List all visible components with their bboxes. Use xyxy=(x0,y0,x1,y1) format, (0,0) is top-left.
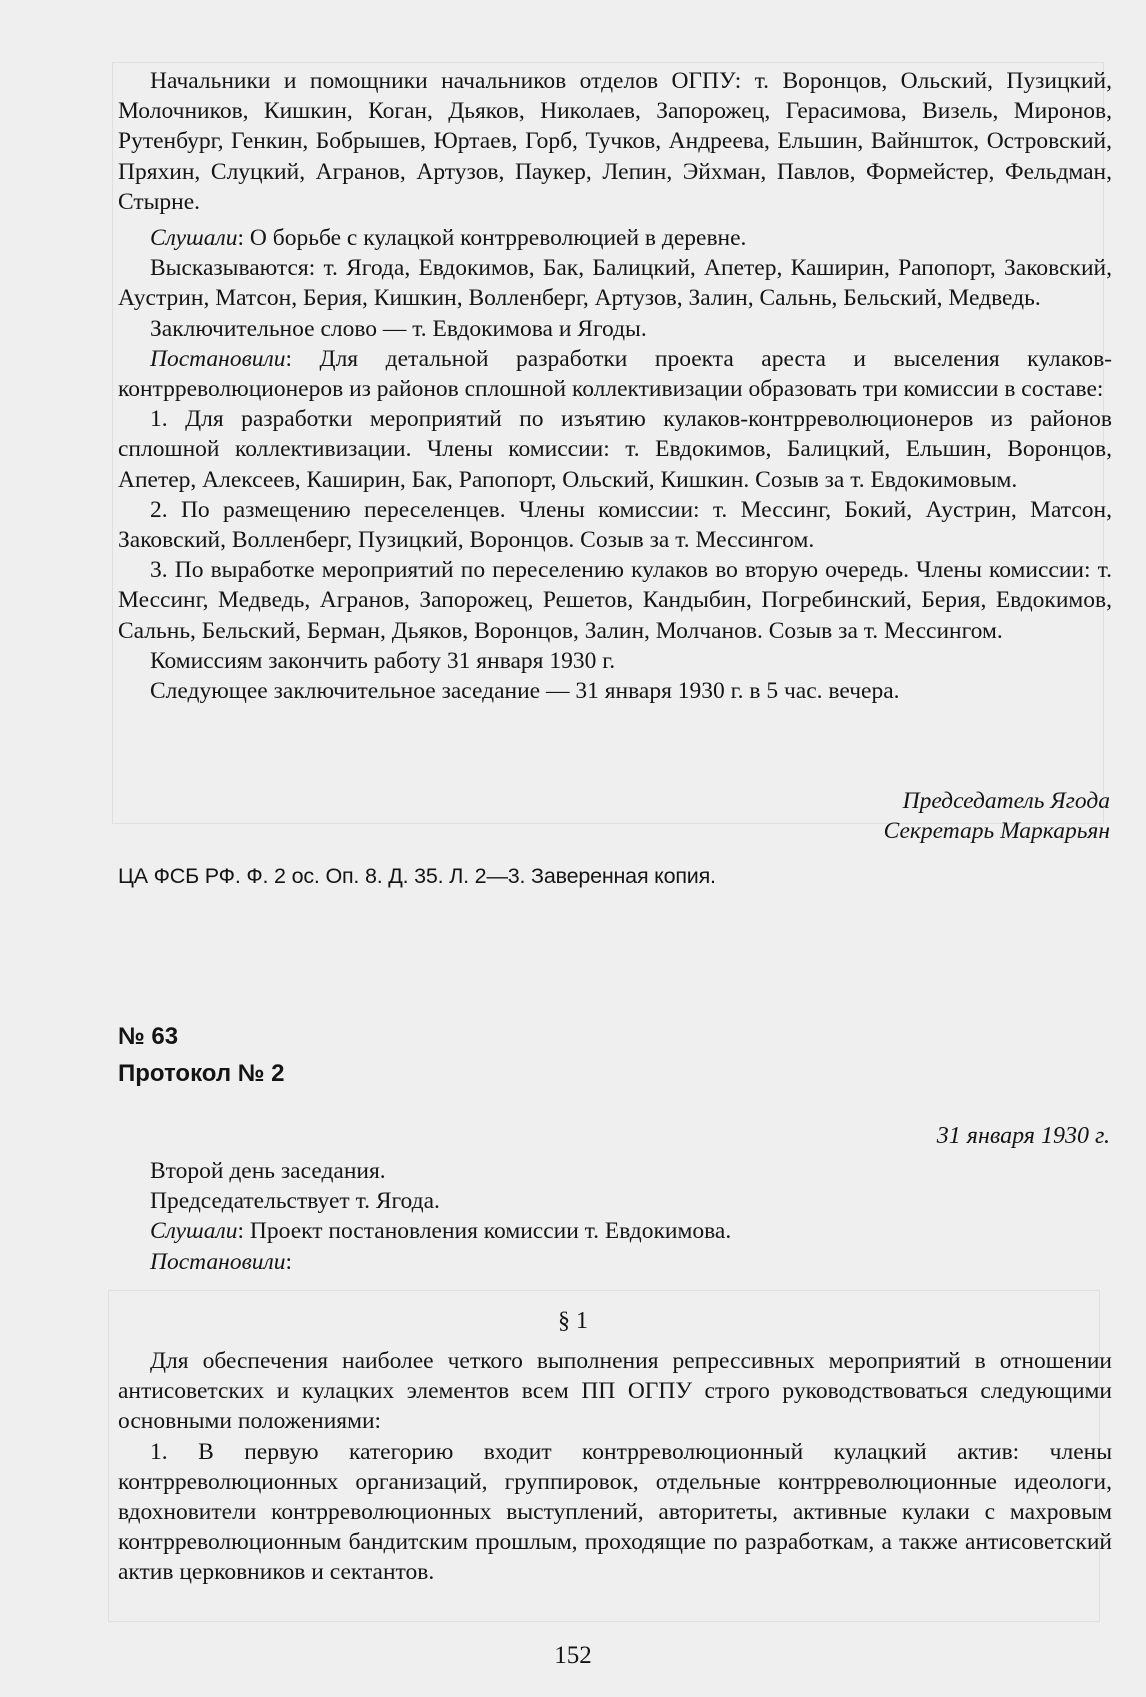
signature-chair: Председатель Ягода xyxy=(902,788,1110,814)
commission-3: 3. По выработке мероприятий по переселению кулаков во вторую очередь. Члены комиссии: т. Мессинг, Медведь, Агранов, Запорожец, Решетов, Кандыбин, Погребинский, Берия, Евдокимов, Сальнь, Бельский, Берман, Дьяков, Воронцов, Залин, Молчанов. Созыв за т. Мессингом. xyxy=(118,557,1112,644)
members-paragraph: Начальники и помощники начальников отделов ОГПУ: т. Воронцов, Ольский, Пузицкий, Молочников, Кишкин, Коган, Дьяков, Николаев, Запорожец, Герасимова, Визель, Миронов, Рутенбург, Генкин, Бобрышев, Юртаев, Горб, Тучков, Андреева, Ельшин, Вайншток, Островский, Пряхин, Слуцкий, Агранов, Артузов, Паукер, Лепин, Эйхман, Павлов, Формейстер, Фельдман, Стырне. xyxy=(118,68,1112,215)
second-day-line: Второй день заседания. xyxy=(150,1158,386,1184)
first-category-paragraph: 1. В первую категорию входит контрреволюционный кулацкий актив: члены контрреволюционных организаций, группировок, отдельные контрреволюционные идеологи, вдохновители контрреволюционных выступлений, авторитеты, активные кулаки с махровым контрреволюционным бандитским прошлым, проходящие по разработкам, а также антисоветский актив церковников и сектантов. xyxy=(118,1438,1112,1586)
deadline-paragraph: Комиссиям закончить работу 31 января 1930 г. xyxy=(150,647,616,674)
protocol-2-header-lines xyxy=(118,1156,1112,1277)
speakers-paragraph: Высказываются: т. Ягода, Евдокимов, Бак, Балицкий, Апетер, Каширин, Рапопорт, Заковский, Аустрин, Матсон, Берия, Кишкин, Волленберг, Артузов, Залин, Сальнь, Бельский, Медведь. xyxy=(118,255,1112,312)
heard-line-2 xyxy=(118,1216,1112,1246)
commission-2: 2. По размещению переселенцев. Члены комиссии: т. Мессинг, Бокий, Аустрин, Матсон, Заковский, Волленберг, Пузицкий, Воронцов. Созыв за т. Мессингом. xyxy=(118,496,1112,554)
page-number: 152 xyxy=(554,1642,592,1669)
protocol-1-body xyxy=(118,66,1112,706)
intro-paragraph: Для обеспечения наиболее четкого выполнения репрессивных мероприятий в отношении антисоветских и кулацких элементов всем ПП ОГПУ строго руководствоваться следующими основными положениями: xyxy=(118,1348,1112,1435)
closing-word-paragraph: Заключительное слово — т. Евдокимова и Ягоды. xyxy=(150,315,647,342)
resolved-paragraph xyxy=(118,344,1112,404)
heard-text-2: : Проект постановления комиссии т. Евдокимова. xyxy=(237,1218,732,1245)
heard-text: : О борьбе с кулацкой контрреволюцией в деревне. xyxy=(237,225,747,252)
chaired-by-line: Председательствует т. Ягода. xyxy=(150,1188,440,1215)
heard-label: Слушали xyxy=(150,225,238,252)
resolved-label: Постановили xyxy=(150,345,286,372)
next-meeting-paragraph: Следующее заключительное заседание — 31 января 1930 г. в 5 час. вечера. xyxy=(150,678,900,705)
heard-label-2: Слушали xyxy=(150,1218,238,1245)
commission-1: 1. Для разработки мероприятий по изъятию кулаков-контрреволюционеров из районов сплошной коллективизации. Члены комиссии: т. Евдокимов, Балицкий, Ельшин, Воронцов, Апетер, Алексеев, Каширин, Бак, Рапопорт, Ольский, Кишкин. Созыв за т. Евдокимовым. xyxy=(118,406,1112,493)
resolved-label-2: Постановили xyxy=(150,1248,286,1275)
section-mark: § 1 xyxy=(558,1308,588,1334)
protocol-2-body xyxy=(118,1346,1112,1588)
resolved-text-2: : xyxy=(285,1248,293,1275)
resolved-line-2 xyxy=(118,1247,1112,1277)
archive-source: ЦА ФСБ РФ. Ф. 2 ос. Оп. 8. Д. 35. Л. 2—3. Заверенная копия. xyxy=(118,864,716,888)
heard-paragraph xyxy=(118,223,1112,253)
resolved-text: : Для детальной разработки проекта ареста и выселения кулаков-контрреволюционеров из районов сплошной коллективизации образовать три комиссии в составе: xyxy=(118,345,1112,403)
document-number: № 63 xyxy=(118,1023,179,1050)
document-title: Протокол № 2 xyxy=(118,1060,285,1087)
signature-secretary: Секретарь Маркарьян xyxy=(883,818,1110,844)
document-date: 31 января 1930 г. xyxy=(936,1123,1110,1149)
